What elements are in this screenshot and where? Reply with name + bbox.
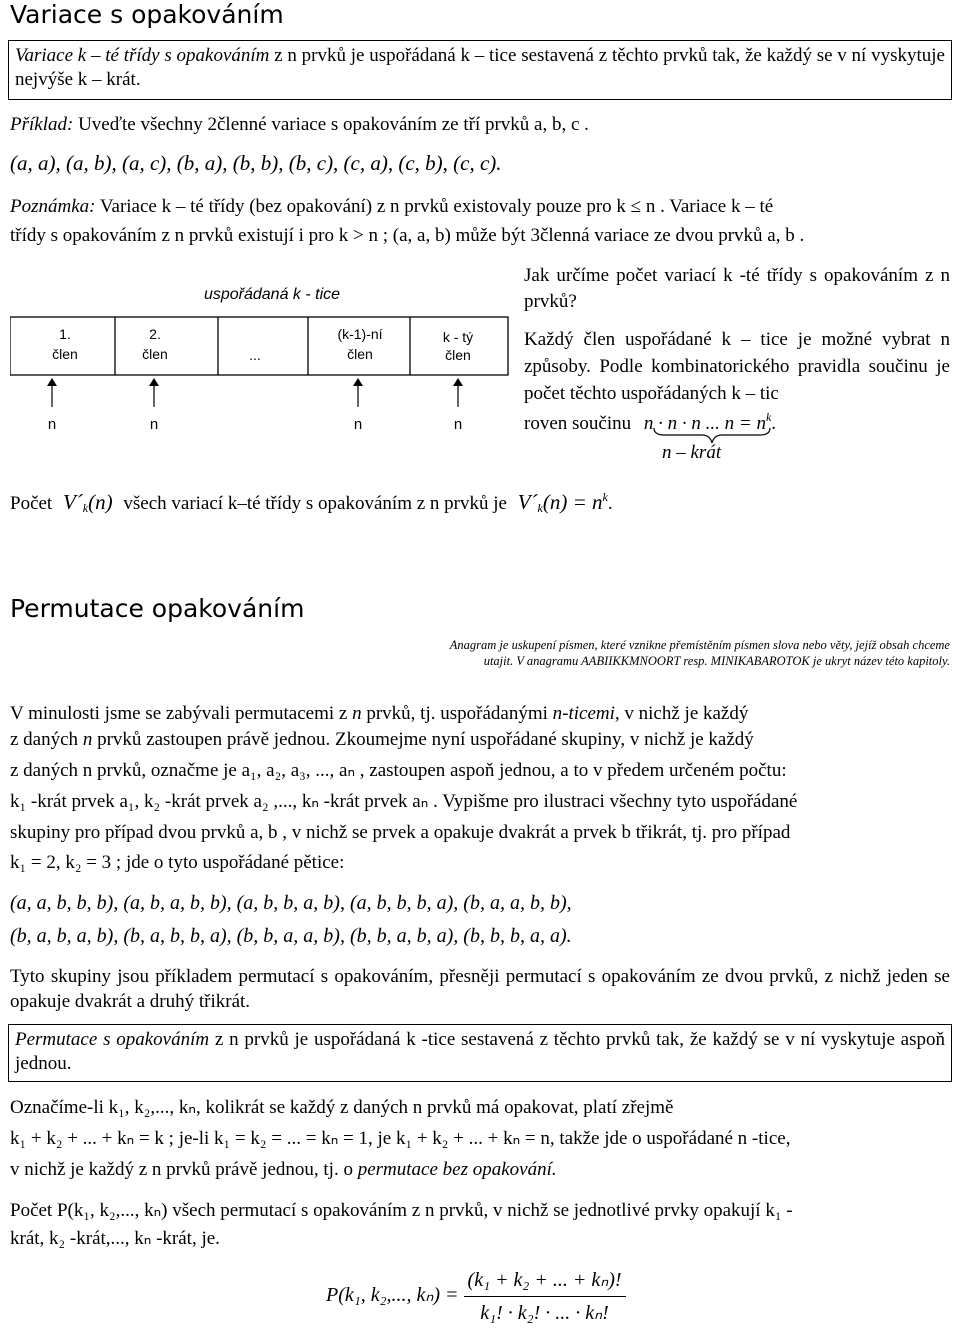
diagram-cell-2-line-1: 2.: [149, 326, 161, 342]
answer-formula-prefix: roven součinu: [524, 413, 632, 434]
count-prefix: Počet: [10, 493, 53, 514]
count-perm-line-1: Počet P(k₁, k₂,..., kₙ) všech permutací s opakováním z n prvků, v nichž se jednotlivé prvky opakují k₁ -: [10, 1200, 793, 1221]
intro-line-2: z daných n prvků, označme je a₁, a₂, a₃, ..., aₙ , zastoupen aspoň jednou, a to v předem určeném počtu:: [10, 760, 787, 781]
intro-line-1b: z daných n prvků zastoupen právě jednou. Zkoumejme nyní uspořádané skupiny, v nichž je každý: [10, 729, 754, 750]
diagram-cell-1-line-1: 1.: [59, 326, 71, 342]
definition-rest-permutace: z n prvků je uspořádaná k -tice sestavená z těchto prvků tak, že každý se v ní vyskytuje aspoň jednou.: [15, 1029, 946, 1074]
answer-paragraph: Každý člen uspořádané k – tice je možné vybrat n způsoby. Podle kombinatorického pravidla součinu je počet těchto uspořádaných k – tic: [524, 329, 950, 404]
answer-formula-sup: k: [765, 410, 772, 424]
k-tuple-diagram-svg: [10, 282, 510, 462]
note-label: Poznámka:: [10, 196, 96, 217]
count-result-sup: k: [602, 490, 608, 504]
definition-text-variace: [15, 44, 945, 92]
formula-numerator: (k₁ + k₂ + ... + kₙ)!: [464, 1266, 626, 1297]
permutation-formula: [326, 1266, 626, 1327]
mark-line-2: k₁ + k₂ + ... + kₙ = k ; je-li k₁ = k₂ = ... = kₙ = 1, je k₁ + k₂ + ... + kₙ = n, takže jde o uspořádané n -tice,: [10, 1128, 791, 1149]
answer-formula-line: roven součinu n · n · n ... $n = n^k$.: [524, 410, 777, 434]
diagram-arrow: [47, 378, 57, 407]
diagram-arrow-label: n: [149, 416, 159, 433]
diagram-caption: uspořádaná k - tice: [203, 286, 341, 303]
count-middle: všech variací k–té třídy s opakováním z n prvků je: [123, 493, 507, 514]
answer-formula: n · n · n ... n = n: [643, 413, 766, 434]
example-line: [10, 114, 589, 136]
diagram-cell-1-line-2: člen: [52, 346, 78, 362]
count-result-sub: k: [537, 501, 543, 515]
diagram-cell-5-line-2: člen: [445, 347, 471, 363]
definition-box-variace: [8, 40, 952, 100]
diagram-cell-4-line-1: (k-1)-ní: [337, 326, 383, 342]
note-text-1: Variace k – té třídy (bez opakování) z n prvků existovaly pouze pro k ≤ n . Variace k – té: [99, 196, 774, 217]
tuples-line-2: (b, a, b, a, b), (b, a, b, b, a), (b, b, a, a, b), (b, b, a, b, a), (b, b, b, a, a).: [10, 925, 572, 947]
tuples-line-1: (a, a, b, b, b), (a, b, a, b, b), (a, b, b, a, b), (a, b, b, b, a), (b, a, a, b, b),: [10, 892, 572, 914]
anagram-note: Anagram je uskupení písmen, které vznikne přemístěním písmen slova nebo věty, jejíž obsah chceme utajit. V anagramu AABIIKKMNOORT resp. MINIKABAROTOK je ukryt název této kapitoly.: [449, 638, 950, 668]
diagram-arrow-label: n: [47, 416, 57, 433]
formula-denominator: k₁! · k₂! · ... · kₙ!: [480, 1302, 609, 1324]
intro-line-4: skupiny pro případ dvou prvků a, b , v nichž se prvek a opakuje dvakrát a prvek b třikrát, tj. pro případ: [10, 822, 791, 843]
definition-box-permutace: [8, 1024, 952, 1082]
mark-line-3-start: v nichž je každý z n prvků právě jednou, tj. o: [10, 1159, 353, 1180]
groups-paragraph: Tyto skupiny jsou příkladem permutací s opakováním, přesněji permutací s opakováním ze dvou prvků, z nichž jeden se opakuje dvakrát a druhý třikrát.: [10, 966, 950, 1012]
diagram-cell-4-line-2: člen: [347, 346, 373, 362]
count-result: V´: [517, 490, 538, 514]
mark-line-3: [10, 1159, 557, 1181]
formula-fraction: [464, 1266, 626, 1327]
diagram-cell-5-line-1: k - tý: [442, 329, 474, 345]
count-perm-line-2: krát, k₂ -krát,..., kₙ -krát, je.: [10, 1228, 220, 1249]
diagram-cell-2-line-2: člen: [142, 346, 168, 362]
diagram-arrow-label: n: [353, 416, 363, 433]
example-text: Uveďte všechny 2členné variace s opakováním ze tří prvků a, b, c .: [78, 114, 589, 135]
intro-line-5: k₁ = 2, k₂ = 3 ; jde o tyto uspořádané pětice:: [10, 852, 345, 873]
diagram-arrow: [149, 378, 159, 407]
mark-line-3-term: permutace bez opakování.: [357, 1159, 557, 1180]
example-list: (a, a), (a, b), (a, c), (b, a), (b, b), (b, c), (c, a), (c, b), (c, c).: [10, 151, 502, 175]
count-result-rest: (n) = n: [542, 490, 603, 514]
count-statement: Počet $V´_k(n)$ všech variací k–té třídy s opakováním z n prvků je $V´_k(n) = n^k$.: [10, 490, 613, 515]
definition-text-permutace: [15, 1028, 945, 1076]
note-text-2: třídy s opakováním z n prvků existují i pro k > n ; (a, a, b) může být 3členná variace ze dvou prvků a, b .: [10, 225, 805, 246]
example-label: Příklad:: [10, 114, 74, 135]
diagram-frame: [10, 317, 508, 375]
k-tuple-diagram: [10, 282, 510, 462]
intro-line-1a: V minulosti jsme se zabývali permutacemi z n prvků, tj. uspořádanými n-ticemi, v nichž je každý: [10, 703, 749, 724]
count-sub: k: [82, 501, 89, 515]
count-arg: (n): [88, 490, 113, 514]
definition-term-permutace: Permutace s opakováním: [15, 1029, 210, 1050]
intro-line-3: k₁ -krát prvek a₁, k₂ -krát prvek a₂ ,..., kₙ -krát prvek aₙ . Vypišme pro ilustraci všechny tyto uspořádané: [10, 791, 798, 812]
note-line-1: [10, 196, 773, 218]
formula-lhs: P(k₁, k₂,..., kₙ) =: [326, 1284, 459, 1307]
diagram-arrow: [453, 378, 463, 407]
section-heading-permutace: Permutace opakováním: [10, 594, 305, 623]
count-symbol: V´: [62, 490, 83, 514]
definition-rest: z n prvků je uspořádaná k – tice sestavená z těchto prvků tak, že každý se v ní vyskytuje nejvýše k – krát.: [15, 45, 945, 90]
section-heading-variace: Variace s opakováním: [10, 0, 284, 29]
diagram-arrow-label: n: [453, 416, 463, 433]
diagram-arrow: [353, 378, 363, 407]
mark-line-1: Označíme-li k₁, k₂,..., kₙ, kolikrát se každý z daných n prvků má opakovat, platí zřejmě: [10, 1097, 674, 1118]
definition-term: Variace k – té třídy s opakováním: [15, 45, 270, 66]
diagram-cell-ellipsis: ...: [249, 347, 261, 363]
answer-brace-label: n – krát: [662, 442, 722, 463]
question-text: Jak určíme počet variací k -té třídy s opakováním z n prvků?: [524, 265, 950, 312]
